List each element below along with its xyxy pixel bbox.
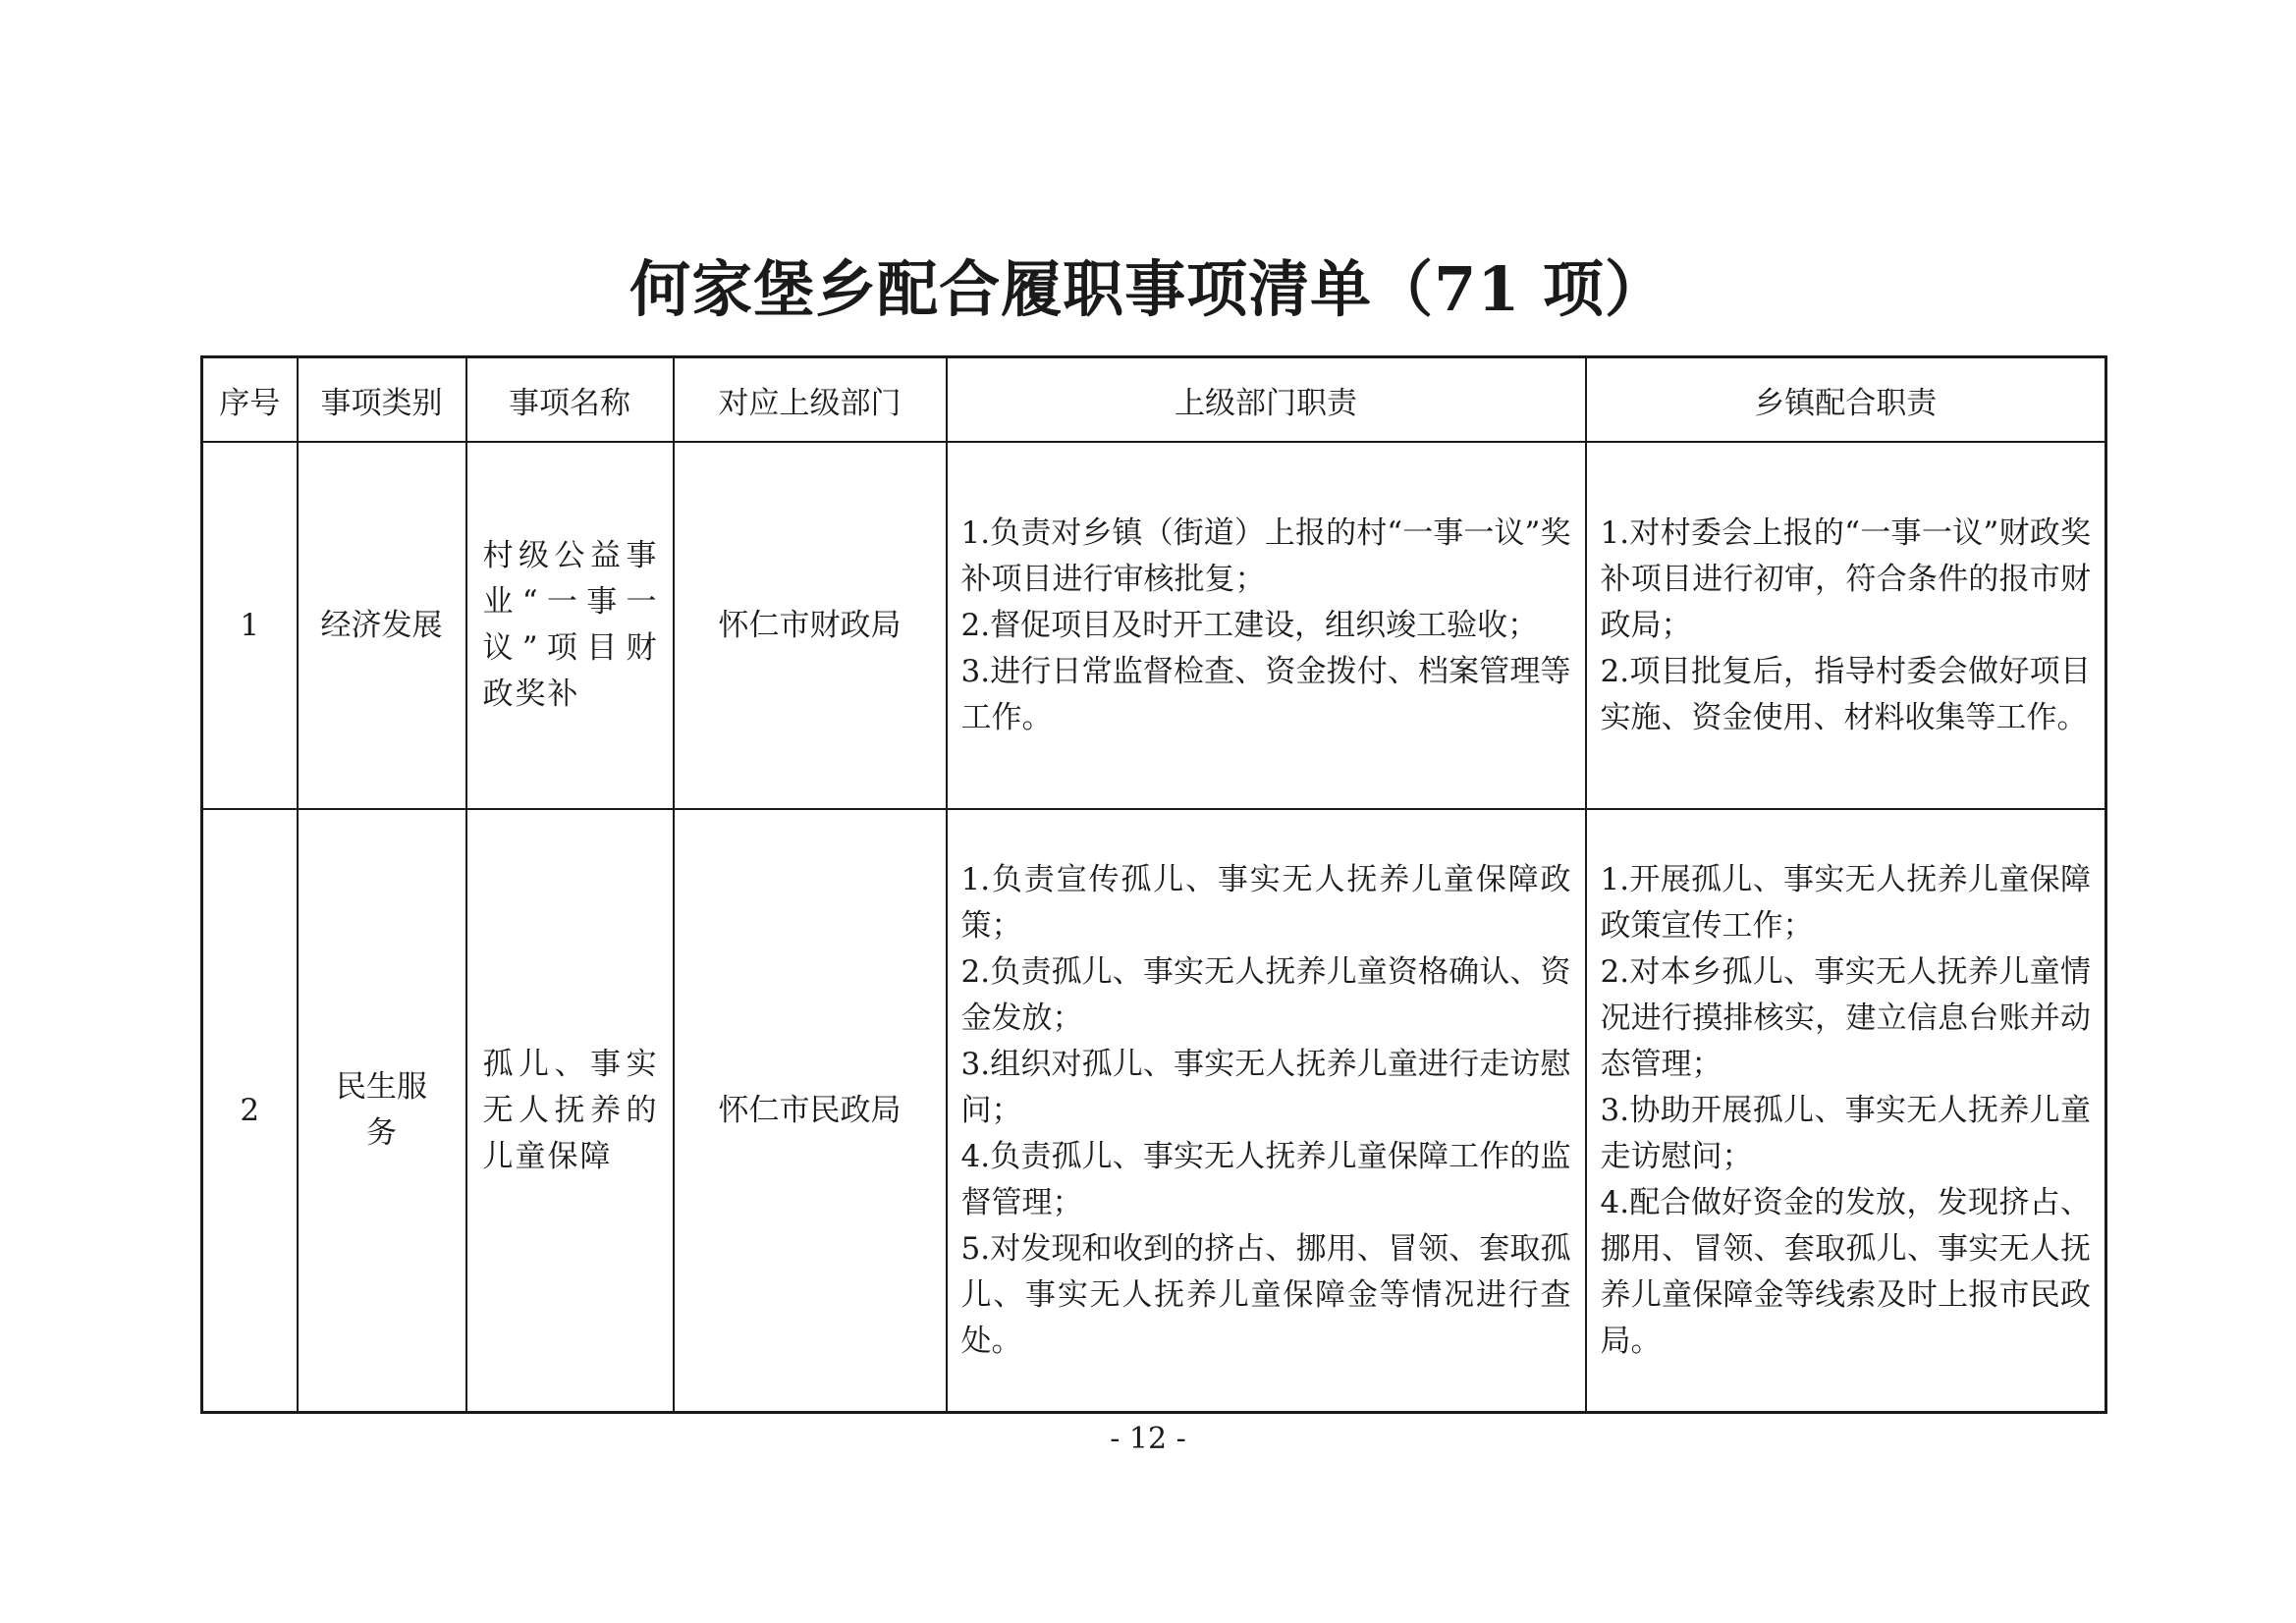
row-township-duties <box>1586 442 2106 809</box>
table-row <box>202 809 2106 1413</box>
page-title: 何家堡乡配合履职事项清单（71 项） <box>629 253 1667 325</box>
table-row <box>202 442 2106 809</box>
row-department: 怀仁市财政局 <box>674 442 947 809</box>
header-department: 对应上级部门 <box>674 357 947 443</box>
duty-item: 4.负责孤儿、事实无人抚养儿童保障工作的监督管理； <box>960 1138 1571 1220</box>
duty-item: 4.配合做好资金的发放，发现挤占、挪用、冒领、套取孤儿、事实无人抚养儿童保障金等线索及时上报市民政局。 <box>1600 1184 2091 1359</box>
duty-item: 1.对村委会上报的“一事一议”财政奖补项目进行初审，符合条件的报市财政局； <box>1600 514 2091 643</box>
duty-item: 2.负责孤儿、事实无人抚养儿童资格确认、资金发放； <box>960 953 1571 1036</box>
header-township-duties: 乡镇配合职责 <box>1586 357 2106 443</box>
row-superior-duties <box>947 809 1586 1413</box>
duty-item: 2.对本乡孤儿、事实无人抚养儿童情况进行摸排核实，建立信息台账并动态管理； <box>1600 953 2091 1082</box>
row-township-duties <box>1586 809 2106 1413</box>
header-category: 事项类别 <box>298 357 466 443</box>
duty-item: 1.负责宣传孤儿、事实无人抚养儿童保障政策； <box>960 861 1571 944</box>
duty-item: 3.进行日常监督检查、资金拨付、档案管理等工作。 <box>960 653 1571 735</box>
duty-item: 1.开展孤儿、事实无人抚养儿童保障政策宣传工作； <box>1600 861 2091 944</box>
duty-table <box>200 355 2107 1414</box>
row-item-name: 村级公益事业“一事一议”项目财政奖补 <box>466 442 674 809</box>
row-department: 怀仁市民政局 <box>674 809 947 1413</box>
duty-item: 5.对发现和收到的挤占、挪用、冒领、套取孤儿、事实无人抚养儿童保障金等情况进行查处。 <box>960 1230 1571 1359</box>
row-index: 1 <box>202 442 298 809</box>
page-number: - 12 - <box>1110 1422 1186 1456</box>
row-index: 2 <box>202 809 298 1413</box>
header-name: 事项名称 <box>466 357 674 443</box>
duty-item: 2.项目批复后，指导村委会做好项目实施、资金使用、材料收集等工作。 <box>1600 653 2091 735</box>
row-item-name: 孤儿、事实无人抚养的儿童保障 <box>466 809 674 1413</box>
duty-item: 2.督促项目及时开工建设，组织竣工验收； <box>960 607 1539 643</box>
header-index: 序号 <box>202 357 298 443</box>
row-category: 经济发展 <box>298 442 466 809</box>
table-header-row <box>202 357 2106 443</box>
duty-item: 3.组织对孤儿、事实无人抚养儿童进行走访慰问； <box>960 1046 1571 1128</box>
duty-item: 1.负责对乡镇（街道）上报的村“一事一议”奖补项目进行审核批复； <box>960 514 1571 597</box>
row-category <box>298 809 466 1413</box>
row-superior-duties <box>947 442 1586 809</box>
duty-item: 3.协助开展孤儿、事实无人抚养儿童走访慰问； <box>1600 1092 2091 1174</box>
row-category-text: 民生服务 <box>336 1069 427 1151</box>
header-superior-duties: 上级部门职责 <box>947 357 1586 443</box>
